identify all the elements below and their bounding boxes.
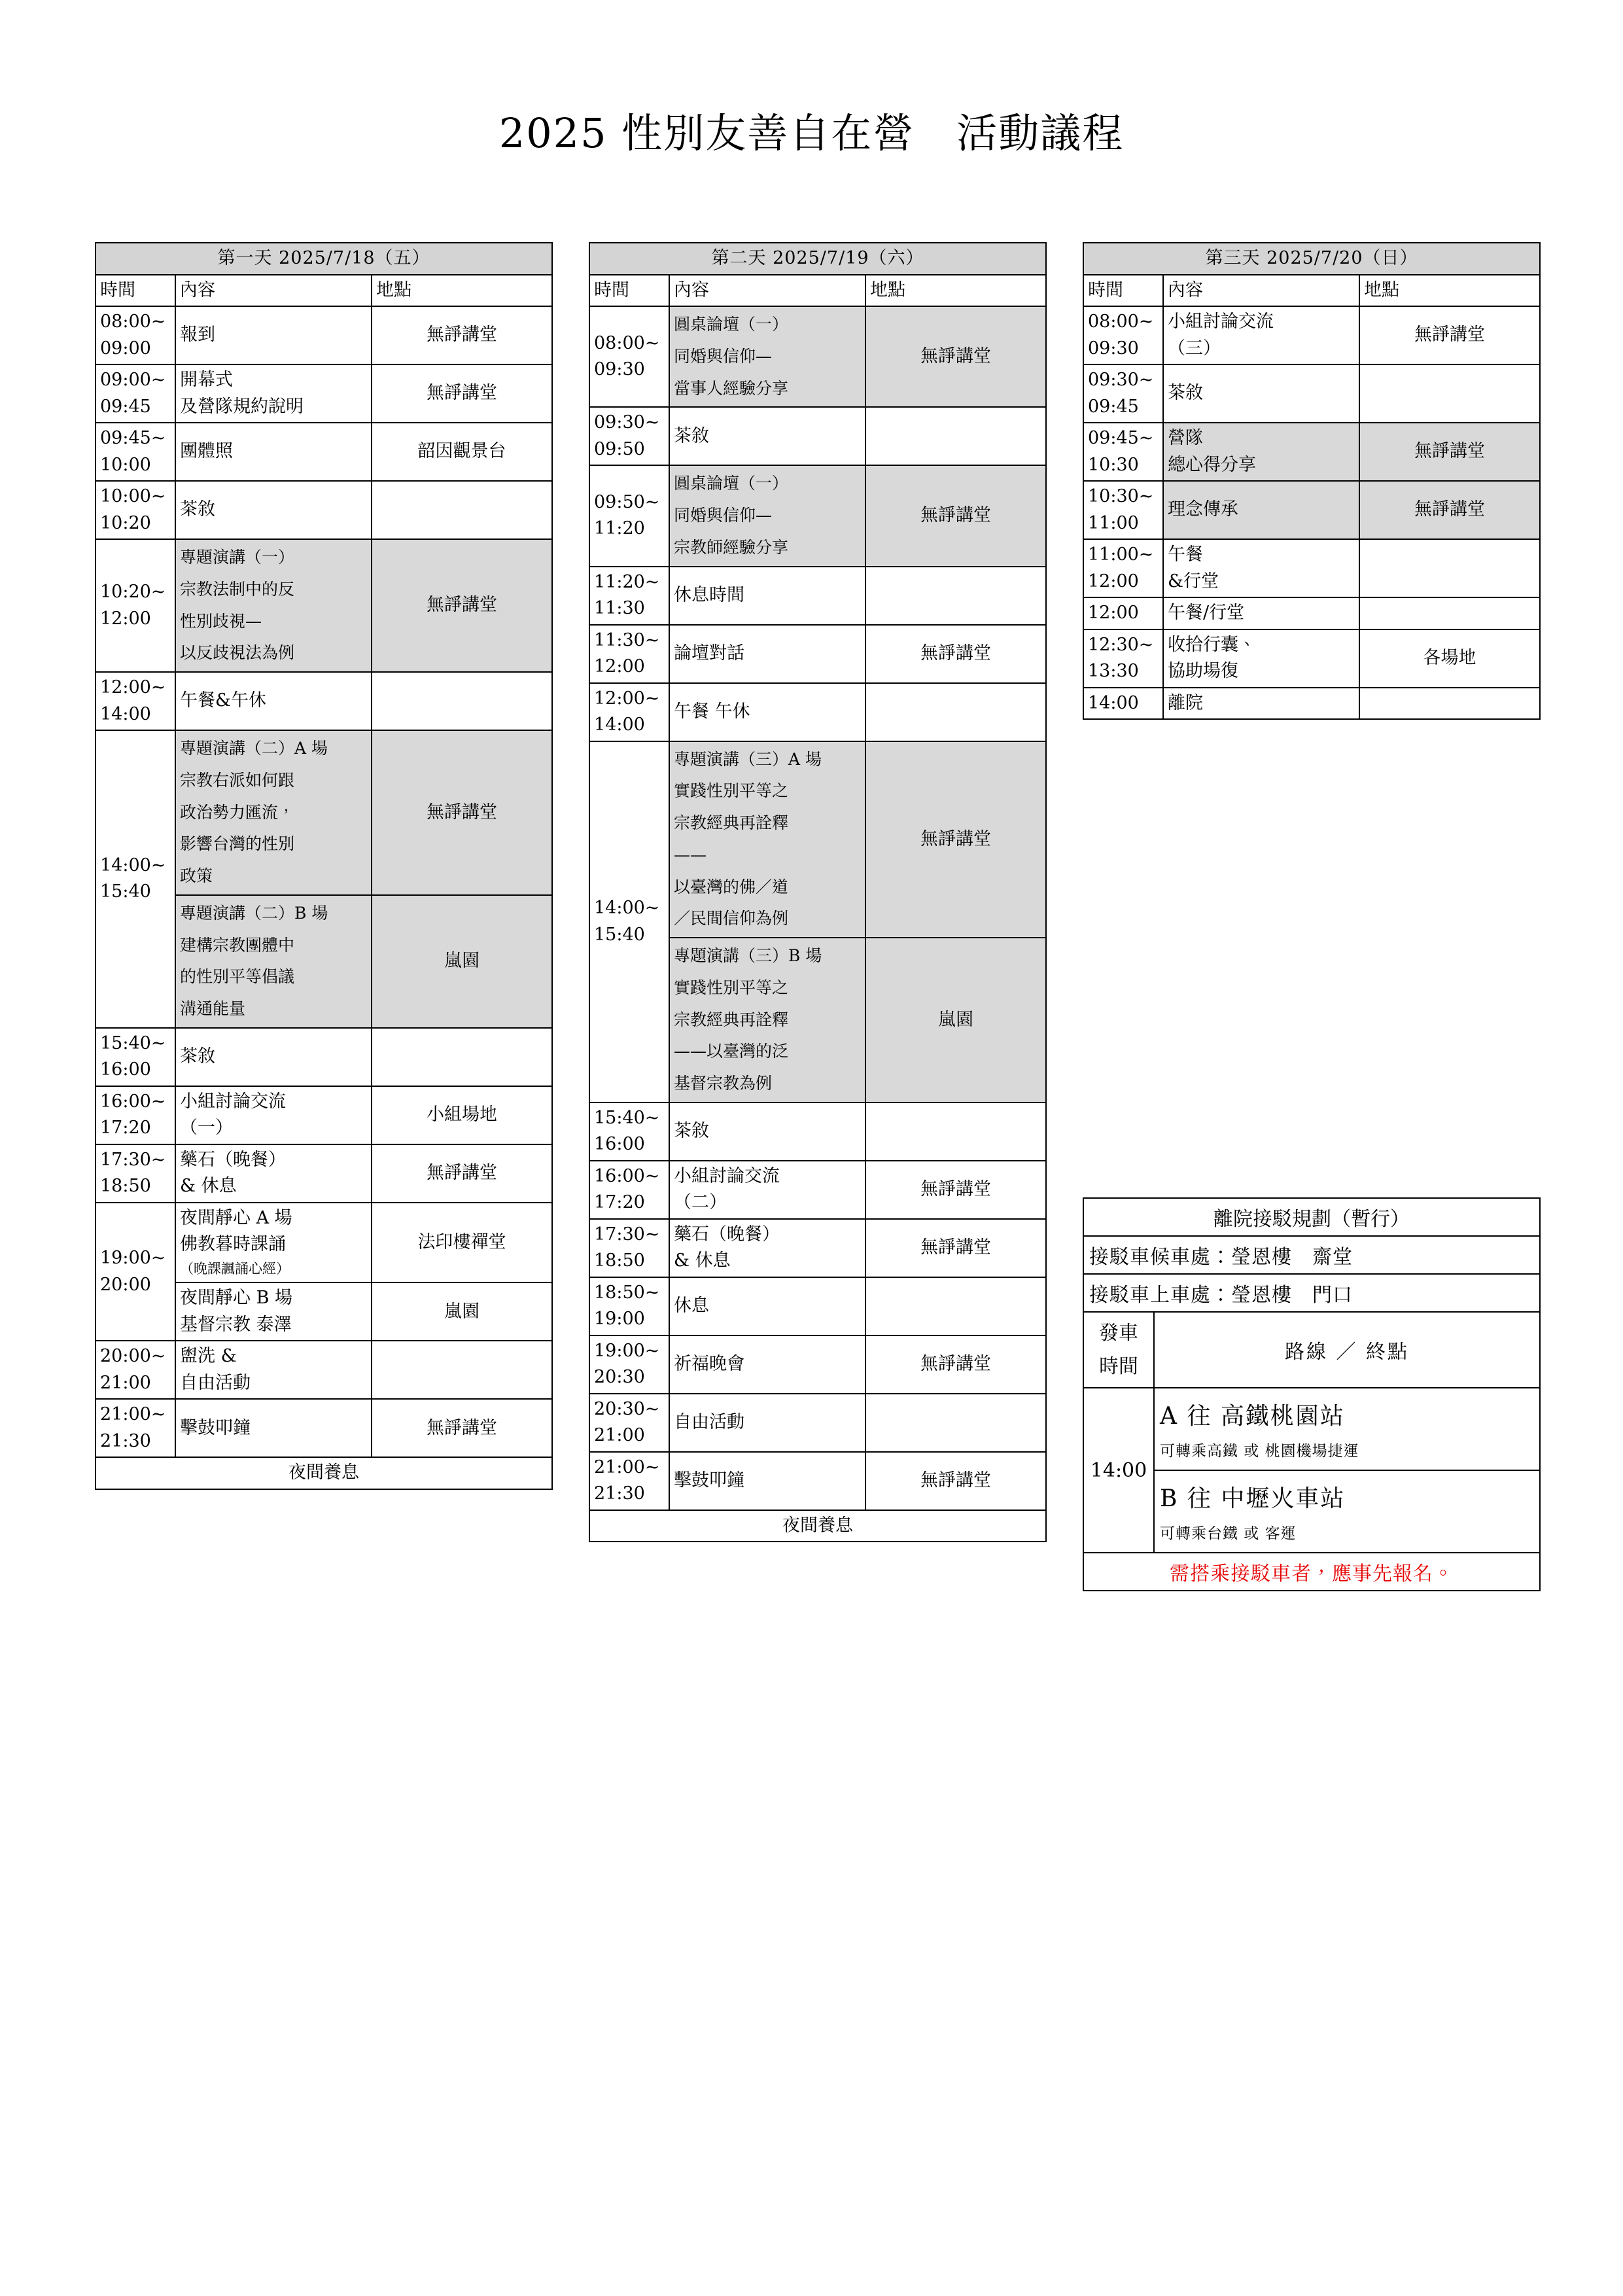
table-row	[96, 423, 552, 481]
cell-place: 嵐園	[865, 938, 1046, 1103]
cell-time: 12:30~ 13:30	[1083, 629, 1163, 688]
schedule-columns	[0, 242, 1623, 1591]
cell-place: 無諍講堂	[1359, 481, 1540, 539]
cell-content: 專題演講（三）A 場 實踐性別平等之 宗教經典再詮釋 —— 以臺灣的佛／道 ／民間信仰為例	[669, 741, 865, 938]
table-row	[589, 567, 1046, 625]
table-row	[589, 1452, 1046, 1510]
table-row	[96, 481, 552, 539]
schedule-table-day1	[95, 242, 553, 1490]
cell-content: 盥洗 & 自由活動	[175, 1341, 372, 1399]
cell-content	[175, 1203, 372, 1283]
cell-place	[1359, 688, 1540, 720]
schedule-table-day2	[589, 242, 1047, 1542]
cell-place	[865, 683, 1046, 741]
header-place: 地點	[372, 275, 552, 307]
cell-place	[865, 1103, 1046, 1161]
cell-place: 小組場地	[372, 1086, 552, 1144]
table-row	[96, 730, 552, 895]
cell-place: 無諍講堂	[865, 1452, 1046, 1510]
cell-place	[865, 1277, 1046, 1335]
table-row	[1083, 364, 1540, 423]
cell-time: 12:00~ 14:00	[96, 672, 175, 730]
header-content: 內容	[1163, 275, 1359, 307]
cell-place	[865, 567, 1046, 625]
cell-place: 無諍講堂	[865, 625, 1046, 683]
cell-content: 擊鼓叩鐘	[669, 1452, 865, 1510]
cell-time: 08:00~ 09:30	[1083, 306, 1163, 364]
table-row	[589, 1335, 1046, 1394]
cell-content: 開幕式 及營隊規約說明	[175, 364, 372, 423]
shuttle-title: 離院接駁規劃（暫行）	[1083, 1198, 1540, 1236]
cell-content: 專題演講（二）B 場 建構宗教團體中 的性別平等倡議 溝通能量	[175, 895, 372, 1028]
cell-place	[865, 407, 1046, 465]
shuttle-depart-label: 發車 時間	[1083, 1312, 1154, 1388]
header-time: 時間	[96, 275, 175, 307]
cell-time: 09:30~ 09:50	[589, 407, 669, 465]
cell-place: 無諍講堂	[372, 1399, 552, 1457]
cell-content: 團體照	[175, 423, 372, 481]
table-row	[589, 625, 1046, 683]
cell-content: 自由活動	[669, 1394, 865, 1452]
cell-content: 小組討論交流 （二）	[669, 1161, 865, 1219]
cell-time: 17:30~ 18:50	[96, 1144, 175, 1203]
cell-place	[1359, 364, 1540, 423]
table-row	[589, 407, 1046, 465]
table-row	[1083, 306, 1540, 364]
cell-content: 理念傳承	[1163, 481, 1359, 539]
cell-content: 專題演講（三）B 場 實踐性別平等之 宗教經典再詮釋 ——以臺灣的泛 基督宗教為例	[669, 938, 865, 1103]
cell-place: 無諍講堂	[865, 1335, 1046, 1394]
cell-place: 法印樓禪堂	[372, 1203, 552, 1283]
shuttle-route-row	[1083, 1388, 1540, 1470]
day-title-row	[589, 243, 1046, 275]
column-header-row	[1083, 275, 1540, 307]
page-title: 2025 性別友善自在營 活動議程	[498, 109, 1125, 157]
route-a-note: 可轉乘高鐵 或 桃園機場捷運	[1160, 1443, 1359, 1460]
shuttle-route-label: 路線 ／ 終點	[1154, 1312, 1540, 1388]
cell-content: 午餐 &行堂	[1163, 539, 1359, 597]
cell-content: 專題演講（一） 宗教法制中的反 性別歧視— 以反歧視法為例	[175, 539, 372, 672]
cell-time: 11:00~ 12:00	[1083, 539, 1163, 597]
cell-time: 18:50~ 19:00	[589, 1277, 669, 1335]
cell-place: 無諍講堂	[372, 730, 552, 895]
cell-place	[865, 1394, 1046, 1452]
cell-time: 09:45~ 10:00	[96, 423, 175, 481]
cell-time: 20:30~ 21:00	[589, 1394, 669, 1452]
day-footer-row	[96, 1457, 552, 1489]
cell-time: 12:00	[1083, 597, 1163, 629]
cell-content-sub: （晚課諷誦心經）	[180, 1260, 290, 1277]
cell-content: 午餐/行堂	[1163, 597, 1359, 629]
shuttle-table	[1083, 1197, 1541, 1591]
shuttle-section	[1083, 1197, 1541, 1591]
cell-place: 嵐園	[372, 895, 552, 1028]
cell-content: 小組討論交流 （一）	[175, 1086, 372, 1144]
cell-content: 茶敘	[175, 481, 372, 539]
table-row	[589, 1277, 1046, 1335]
route-a-name: A 往 高鐵桃園站	[1160, 1403, 1345, 1430]
cell-time: 21:00~ 21:30	[96, 1399, 175, 1457]
table-row	[589, 465, 1046, 566]
shuttle-wait-row	[1083, 1236, 1540, 1274]
cell-place	[372, 1028, 552, 1086]
cell-content: 收拾行囊、 協助場復	[1163, 629, 1359, 688]
cell-place: 無諍講堂	[865, 1161, 1046, 1219]
day-footer: 夜間養息	[589, 1510, 1046, 1542]
cell-place: 無諍講堂	[865, 741, 1046, 938]
cell-time: 14:00~ 15:40	[589, 741, 669, 1103]
table-row	[96, 1086, 552, 1144]
cell-time: 15:40~ 16:00	[96, 1028, 175, 1086]
route-b-note: 可轉乘台鐵 或 客運	[1160, 1525, 1297, 1542]
cell-time: 19:00~ 20:00	[96, 1203, 175, 1341]
shuttle-warning: 需搭乘接駁車者，應事先報名。	[1083, 1553, 1540, 1591]
cell-content: 藥石（晚餐） & 休息	[175, 1144, 372, 1203]
cell-content: 圓桌論壇（一） 同婚與信仰— 當事人經驗分享	[669, 306, 865, 407]
cell-content: 圓桌論壇（一） 同婚與信仰— 宗教師經驗分享	[669, 465, 865, 566]
table-row	[1083, 539, 1540, 597]
table-row	[589, 1161, 1046, 1219]
cell-time: 19:00~ 20:30	[589, 1335, 669, 1394]
cell-content: 午餐 午休	[669, 683, 865, 741]
table-row	[589, 1219, 1046, 1277]
cell-time: 16:00~ 17:20	[589, 1161, 669, 1219]
cell-content: 報到	[175, 306, 372, 364]
table-row	[1083, 597, 1540, 629]
shuttle-board-point: 接駁車上車處：瑩恩樓 門口	[1083, 1274, 1540, 1312]
table-row	[96, 1144, 552, 1203]
cell-place: 無諍講堂	[1359, 423, 1540, 481]
cell-time: 08:00~ 09:00	[96, 306, 175, 364]
shuttle-route-b	[1154, 1470, 1540, 1553]
cell-time: 09:00~ 09:45	[96, 364, 175, 423]
shuttle-wait-point: 接駁車候車處：瑩恩樓 齋堂	[1083, 1236, 1540, 1274]
cell-content: 茶敘	[1163, 364, 1359, 423]
cell-content: 營隊 總心得分享	[1163, 423, 1359, 481]
cell-place	[372, 481, 552, 539]
header-content: 內容	[669, 275, 865, 307]
cell-time: 14:00~ 15:40	[96, 730, 175, 1028]
day-title: 第三天 2025/7/20（日）	[1083, 243, 1540, 275]
header-time: 時間	[589, 275, 669, 307]
cell-time: 10:20~ 12:00	[96, 539, 175, 672]
header-place: 地點	[865, 275, 1046, 307]
cell-place	[1359, 539, 1540, 597]
table-row	[589, 1394, 1046, 1452]
cell-place	[372, 1341, 552, 1399]
cell-place: 無諍講堂	[372, 539, 552, 672]
cell-time: 08:00~ 09:30	[589, 306, 669, 407]
cell-place: 無諍講堂	[372, 364, 552, 423]
cell-time: 16:00~ 17:20	[96, 1086, 175, 1144]
column-header-row	[589, 275, 1046, 307]
table-row	[589, 741, 1046, 938]
table-row	[589, 1103, 1046, 1161]
cell-time: 09:45~ 10:30	[1083, 423, 1163, 481]
cell-content: 離院	[1163, 688, 1359, 720]
day-title-row	[96, 243, 552, 275]
cell-time: 11:20~ 11:30	[589, 567, 669, 625]
table-row	[1083, 423, 1540, 481]
cell-time: 15:40~ 16:00	[589, 1103, 669, 1161]
cell-time: 17:30~ 18:50	[589, 1219, 669, 1277]
table-row	[589, 306, 1046, 407]
cell-content: 藥石（晚餐） & 休息	[669, 1219, 865, 1277]
cell-time: 14:00	[1083, 688, 1163, 720]
table-row	[96, 1203, 552, 1283]
cell-content: 茶敘	[175, 1028, 372, 1086]
cell-content-main: 夜間靜心 A 場 佛教暮時課誦	[180, 1207, 292, 1255]
day-title: 第二天 2025/7/19（六）	[589, 243, 1046, 275]
cell-content: 小組討論交流 （三）	[1163, 306, 1359, 364]
table-row	[96, 1399, 552, 1457]
table-row	[96, 1028, 552, 1086]
cell-content: 茶敘	[669, 407, 865, 465]
table-row	[1083, 481, 1540, 539]
header-time: 時間	[1083, 275, 1163, 307]
table-row	[96, 306, 552, 364]
cell-place: 無諍講堂	[865, 306, 1046, 407]
route-b-name: B 往 中壢火車站	[1160, 1485, 1346, 1512]
cell-place: 無諍講堂	[865, 465, 1046, 566]
shuttle-board-row	[1083, 1274, 1540, 1312]
cell-place: 無諍講堂	[372, 1144, 552, 1203]
cell-time: 20:00~ 21:00	[96, 1341, 175, 1399]
day-column-1	[95, 242, 553, 1490]
table-row	[1083, 629, 1540, 688]
day-title: 第一天 2025/7/18（五）	[96, 243, 552, 275]
cell-time: 11:30~ 12:00	[589, 625, 669, 683]
day-footer: 夜間養息	[96, 1457, 552, 1489]
cell-content: 休息	[669, 1277, 865, 1335]
cell-content: 午餐&午休	[175, 672, 372, 730]
shuttle-title-row	[1083, 1198, 1540, 1236]
cell-place: 韶因觀景台	[372, 423, 552, 481]
cell-time: 12:00~ 14:00	[589, 683, 669, 741]
cell-time: 10:30~ 11:00	[1083, 481, 1163, 539]
cell-content: 夜間靜心 B 場 基督宗教 泰澤	[175, 1282, 372, 1341]
cell-place	[372, 672, 552, 730]
cell-place	[1359, 597, 1540, 629]
cell-content: 專題演講（二）A 場 宗教右派如何跟 政治勢力匯流， 影響台灣的性別 政策	[175, 730, 372, 895]
cell-time: 09:50~ 11:20	[589, 465, 669, 566]
shuttle-route-a	[1154, 1388, 1540, 1470]
table-row	[96, 1341, 552, 1399]
table-row	[96, 672, 552, 730]
cell-time: 10:00~ 10:20	[96, 481, 175, 539]
shuttle-warning-row	[1083, 1553, 1540, 1591]
cell-place: 嵐園	[372, 1282, 552, 1341]
cell-place: 無諍講堂	[1359, 306, 1540, 364]
table-row	[589, 683, 1046, 741]
cell-content: 擊鼓叩鐘	[175, 1399, 372, 1457]
cell-place: 無諍講堂	[372, 306, 552, 364]
cell-content: 茶敘	[669, 1103, 865, 1161]
shuttle-depart-time: 14:00	[1083, 1388, 1154, 1553]
column-header-row	[96, 275, 552, 307]
cell-place: 各場地	[1359, 629, 1540, 688]
header-content: 內容	[175, 275, 372, 307]
schedule-table-day3	[1083, 242, 1541, 720]
cell-time: 09:30~ 09:45	[1083, 364, 1163, 423]
cell-content: 祈福晚會	[669, 1335, 865, 1394]
table-row	[96, 539, 552, 672]
cell-place: 無諍講堂	[865, 1219, 1046, 1277]
day-footer-row	[589, 1510, 1046, 1542]
table-row	[96, 364, 552, 423]
shuttle-header-row	[1083, 1312, 1540, 1388]
day-column-2	[589, 242, 1047, 1542]
day-column-3	[1083, 242, 1541, 1591]
cell-time: 21:00~ 21:30	[589, 1452, 669, 1510]
header-place: 地點	[1359, 275, 1540, 307]
cell-content: 論壇對話	[669, 625, 865, 683]
table-row	[1083, 688, 1540, 720]
cell-content: 休息時間	[669, 567, 865, 625]
day-title-row	[1083, 243, 1540, 275]
